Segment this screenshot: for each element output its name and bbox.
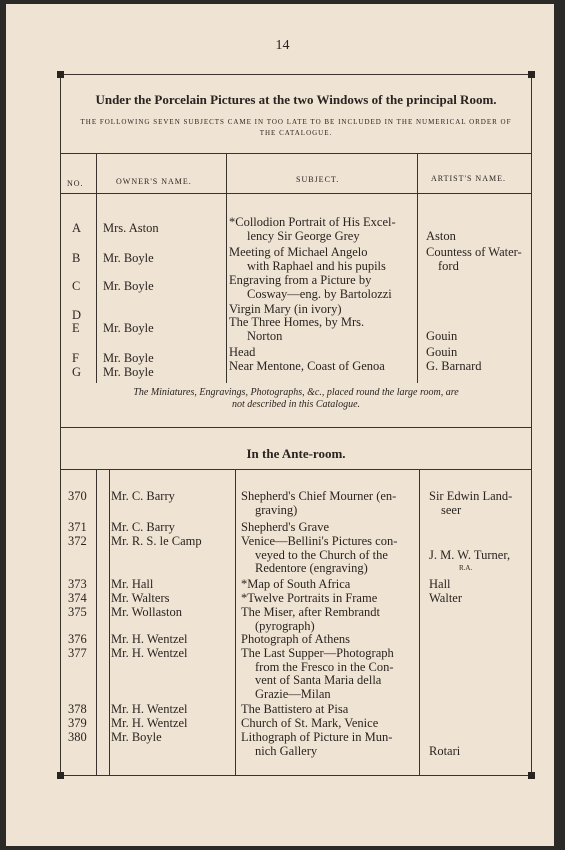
corner-ornament: [528, 772, 535, 779]
entry-number: B: [72, 251, 81, 265]
catalogue-frame: [60, 74, 532, 776]
owner-name: Mr. Boyle: [103, 365, 154, 379]
owner-name: Mr. Walters: [111, 591, 170, 605]
entry-number: C: [72, 279, 81, 293]
entry-number: 370: [68, 489, 87, 503]
subject-line: Head: [229, 345, 256, 359]
entry-number: 380: [68, 730, 87, 744]
owner-name: Mr. Boyle: [103, 279, 154, 293]
rule: [61, 193, 531, 194]
subject-line: *Collodion Portrait of His Excel-: [229, 215, 396, 229]
entry-number: 379: [68, 716, 87, 730]
entry-number: 374: [68, 591, 87, 605]
owner-name: Mr. C. Barry: [111, 489, 175, 503]
subject-line: with Raphael and his pupils: [247, 258, 386, 273]
subject-line: The Last Supper—Photograph: [241, 646, 394, 660]
subject-line: Church of St. Mark, Venice: [241, 716, 379, 730]
subject-line: from the Fresco in the Con-: [255, 659, 394, 674]
entry-number: A: [72, 221, 82, 235]
col-divider: [226, 153, 227, 383]
subject-line: *Map of South Africa: [241, 577, 351, 591]
subject-line: Near Mentone, Coast of Genoa: [229, 359, 385, 373]
owner-name: Mr. Boyle: [111, 730, 162, 744]
col-divider: [235, 469, 236, 775]
owner-name: Mrs. Aston: [103, 221, 159, 235]
subject-line: *Twelve Portraits in Frame: [241, 591, 378, 605]
artist-name: R.A.: [459, 564, 473, 573]
subject-line: Cosway—eng. by Bartolozzi: [247, 286, 392, 301]
owner-name: Mr. Boyle: [103, 251, 154, 265]
subject-line: lency Sir George Grey: [247, 228, 360, 243]
subject-line: Redentore (engraving): [255, 561, 368, 576]
entry-number: D: [72, 308, 82, 322]
subject-line: Shepherd's Grave: [241, 520, 329, 534]
col-divider: [96, 469, 97, 775]
col-header-owner: OWNER'S NAME.: [116, 177, 192, 186]
col-divider: [417, 153, 418, 383]
subject-line: nich Gallery: [255, 743, 318, 758]
subject-line: veyed to the Church of the: [255, 547, 388, 562]
corner-ornament: [528, 71, 535, 78]
subject-line: The Battistero at Pisa: [241, 702, 349, 716]
entry-number: 373: [68, 577, 87, 591]
section-note: THE CATALOGUE.: [259, 129, 333, 137]
artist-name: Countess of Water-: [426, 245, 522, 259]
entry-number: 376: [68, 632, 87, 646]
artist-name: ford: [438, 258, 459, 273]
entry-number: 371: [68, 520, 87, 534]
subject-line: Shepherd's Chief Mourner (en-: [241, 489, 397, 503]
artist-name: G. Barnard: [426, 359, 482, 373]
entry-number: E: [72, 321, 80, 335]
rule: [61, 427, 531, 428]
subject-line: vent of Santa Maria della: [255, 673, 382, 688]
col-header-subject: SUBJECT.: [296, 175, 340, 184]
owner-name: Mr. H. Wentzel: [111, 632, 188, 646]
artist-name: seer: [441, 502, 462, 517]
col-divider: [419, 469, 420, 775]
entry-number: 378: [68, 702, 87, 716]
artist-name: Walter: [429, 591, 463, 605]
section-title: In the Ante-room.: [246, 446, 346, 461]
owner-name: Mr. Boyle: [103, 321, 154, 335]
owner-name: Mr. H. Wentzel: [111, 702, 188, 716]
section-title: Under the Porcelain Pictures at the two Windows of the principal Room.: [95, 92, 497, 107]
artist-name: Gouin: [426, 328, 458, 343]
owner-name: Mr. Hall: [111, 577, 154, 591]
owner-name: Mr. H. Wentzel: [111, 716, 188, 730]
subject-line: The Three Homes, by Mrs.: [229, 315, 365, 329]
rule: [61, 469, 531, 470]
footnote: The Miniatures, Engravings, Photographs, &c., placed round the large room, are: [133, 387, 459, 398]
col-header-artist: ARTIST'S NAME.: [431, 174, 506, 183]
col-header-no: NO.: [67, 179, 84, 188]
corner-ornament: [57, 71, 64, 78]
owner-name: Mr. Wollaston: [111, 605, 182, 619]
subject-line: Engraving from a Picture by: [229, 273, 372, 287]
subject-line: Virgin Mary (in ivory): [229, 302, 342, 316]
artist-name: Hall: [429, 577, 451, 591]
owner-name: Mr. H. Wentzel: [111, 646, 188, 660]
owner-name: Mr. C. Barry: [111, 520, 175, 534]
rule: [61, 153, 531, 154]
entry-number: 377: [68, 646, 87, 660]
artist-name: Aston: [426, 228, 456, 243]
corner-ornament: [57, 772, 64, 779]
owner-name: Mr. R. S. le Camp: [111, 534, 202, 548]
artist-name: J. M. W. Turner,: [429, 547, 511, 562]
entry-number: 375: [68, 605, 87, 619]
artist-name: Sir Edwin Land-: [429, 489, 513, 503]
subject-line: (pyrograph): [255, 618, 315, 633]
subject-line: Photograph of Athens: [241, 632, 351, 646]
entry-number: G: [72, 365, 82, 379]
col-divider: [109, 469, 110, 775]
page-number: 14: [275, 38, 290, 53]
subject-line: The Miser, after Rembrandt: [241, 605, 381, 619]
section-note: THE FOLLOWING SEVEN SUBJECTS CAME IN TOO LATE TO BE INCLUDED IN THE NUMERICAL ORDER OF: [80, 118, 512, 126]
entry-number: F: [72, 351, 79, 365]
subject-line: Venice—Bellini's Pictures con-: [241, 534, 398, 548]
subject-line: Norton: [247, 328, 283, 343]
footnote: not described in this Catalogue.: [231, 399, 361, 410]
col-divider: [96, 153, 97, 383]
owner-name: Mr. Boyle: [103, 351, 154, 365]
subject-line: Grazie—Milan: [255, 686, 331, 701]
subject-line: Lithograph of Picture in Mun-: [241, 730, 393, 744]
artist-name: Rotari: [429, 743, 461, 758]
entry-number: 372: [68, 534, 87, 548]
artist-name: Gouin: [426, 345, 458, 359]
subject-line: Meeting of Michael Angelo: [229, 245, 368, 259]
subject-line: graving): [255, 502, 298, 517]
